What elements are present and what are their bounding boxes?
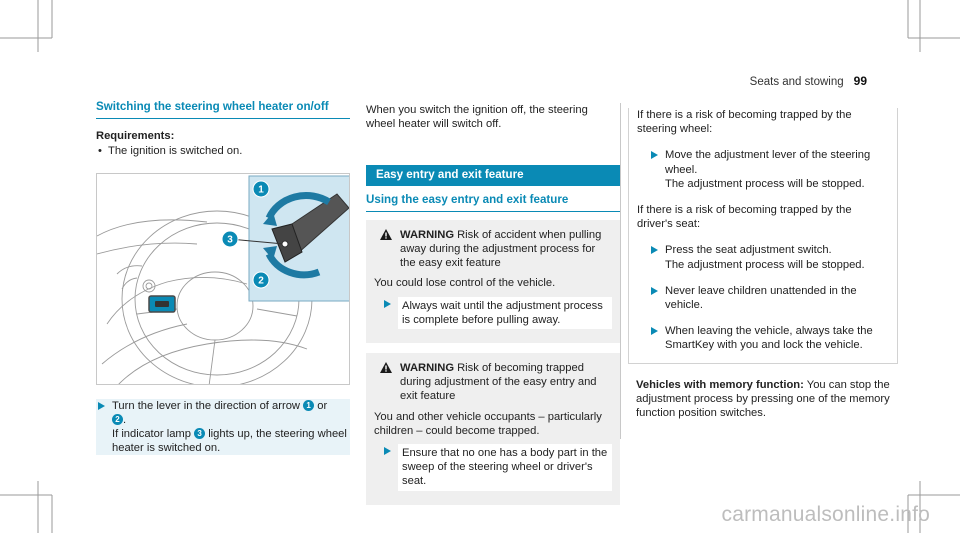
step-arrow-icon bbox=[651, 246, 658, 254]
warning-title: Risk of becoming trapped during adjustment of the easy entry and exit feature bbox=[400, 362, 597, 403]
section-title: Seats and stowing bbox=[749, 76, 844, 88]
step-arrow-icon bbox=[98, 402, 105, 410]
page-header bbox=[750, 74, 867, 88]
section-heading: Switching the steering wheel heater on/off bbox=[96, 100, 350, 119]
warning-step: Always wait until the adjustment process is complete before pulling away. bbox=[382, 297, 612, 329]
watermark: carmanualsonline.info bbox=[721, 503, 930, 526]
warning-triangle-icon bbox=[380, 362, 392, 373]
warning-title: Risk of accident when pulling away during the adjustment process for the easy exit feature bbox=[400, 228, 602, 270]
callout-1-icon: 1 bbox=[303, 400, 314, 411]
instruction-step: When leaving the vehicle, always take the SmartKey with you and lock the vehicle. bbox=[649, 324, 889, 352]
instruction-step: Turn the lever in the direction of arrow 1 or 2 . If indicator lamp 3 lights up, the steering wheel heater is switched on. bbox=[96, 399, 350, 456]
instruction-step: Never leave children unattended in the vehicle. bbox=[649, 284, 889, 312]
paragraph: If there is a risk of becoming trapped by the driver's seat: bbox=[637, 204, 852, 231]
warning-label: WARNING bbox=[400, 228, 455, 241]
warning-label: WARNING bbox=[400, 362, 455, 375]
warning-box bbox=[366, 353, 620, 505]
page-number: 99 bbox=[853, 74, 867, 88]
column-easy-entry bbox=[366, 103, 620, 515]
memory-function-note: Vehicles with memory function: You can stop the adjustment process by pressing one of the memory function position switches. bbox=[636, 378, 890, 420]
warning-step: Ensure that no one has a body part in the sweep of the steering wheel or driver's seat. bbox=[382, 444, 612, 491]
steering-wheel-drawing bbox=[97, 174, 350, 385]
warning-text: You could lose control of the vehicle. bbox=[374, 277, 556, 290]
requirements-label: Requirements: bbox=[96, 130, 175, 143]
instruction-step: Move the adjustment lever of the steering wheel. The adjustment process will be stopped. bbox=[649, 148, 889, 191]
step-arrow-icon bbox=[384, 300, 391, 308]
column-steering-heater bbox=[96, 100, 350, 461]
section-banner: Easy entry and exit feature bbox=[366, 165, 620, 185]
instruction-step: Press the seat adjustment switch. The adjustment process will be stopped. bbox=[649, 243, 889, 271]
step-arrow-icon bbox=[651, 327, 658, 335]
figure-callout-2: 2 bbox=[258, 275, 264, 287]
requirement-item: • The ignition is switched on. bbox=[96, 144, 350, 158]
warning-continuation-box bbox=[628, 108, 898, 364]
intro-text: When you switch the ignition off, the steering wheel heater will switch off. bbox=[366, 104, 588, 131]
warning-text: You and other vehicle occupants – particularly children – could become trapped. bbox=[374, 410, 602, 437]
step-arrow-icon bbox=[384, 447, 391, 455]
figure-callout-1: 1 bbox=[258, 184, 264, 196]
step-arrow-icon bbox=[651, 151, 658, 159]
paragraph: If there is a risk of becoming trapped by the steering wheel: bbox=[637, 109, 852, 136]
callout-2-icon: 2 bbox=[112, 414, 123, 425]
column-trapped-instructions bbox=[636, 108, 890, 420]
steering-wheel-illustration bbox=[96, 173, 350, 385]
column-divider bbox=[620, 103, 621, 439]
figure-callout-3: 3 bbox=[227, 234, 233, 246]
warning-box bbox=[366, 220, 620, 343]
subsection-heading: Using the easy entry and exit feature bbox=[366, 186, 620, 212]
callout-3-icon: 3 bbox=[194, 428, 205, 439]
warning-triangle-icon bbox=[380, 229, 392, 240]
step-arrow-icon bbox=[651, 287, 658, 295]
